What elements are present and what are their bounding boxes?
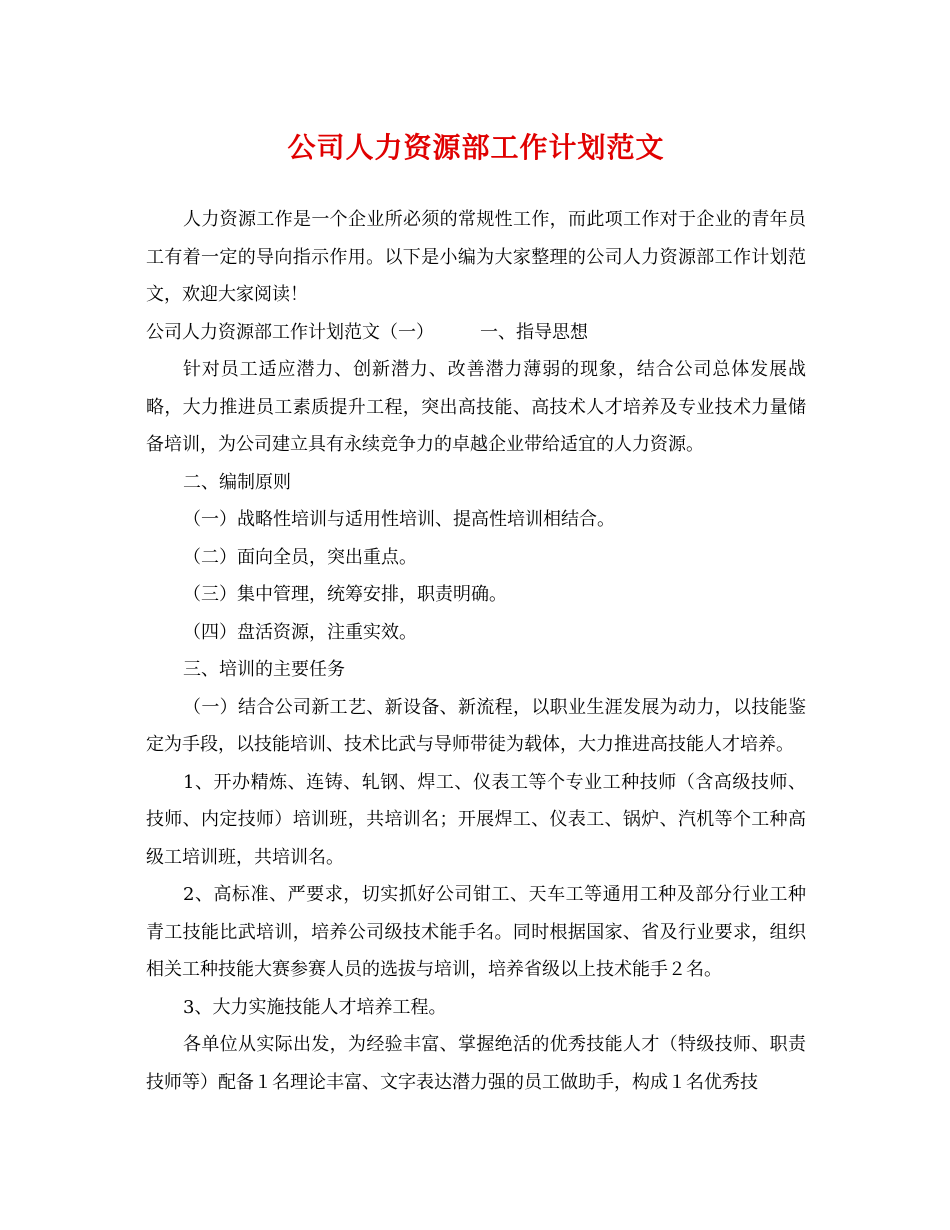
document-title: 公司人力资源部工作计划范文	[287, 131, 665, 164]
section-heading: 公司人力资源部工作计划范文（一）	[146, 321, 434, 343]
subheading-tasks: 三、培训的主要任务	[183, 659, 345, 680]
section-heading-line	[146, 314, 806, 352]
intro-paragraph: 人力资源工作是一个企业所必须的常规性工作，而此项工作对于企业的青年员工有着一定的导向指示作用。以下是小编为大家整理的公司人力资源部工作计划范文，欢迎大家阅读！	[146, 209, 806, 305]
document-body	[146, 201, 806, 1101]
task-paragraph: 各单位从实际出发，为经验丰富、掌握绝活的优秀技能人才（特级技师、职责技师等）配备１名理论丰富、文字表达潜力强的员工做助手，构成１名优秀技	[146, 1034, 806, 1093]
task-item: 2、高标准、严要求，切实抓好公司钳工、天车工等通用工种及部分行业工种青工技能比武培训，培养公司级技术能手名。同时根据国家、省及行业要求，组织相关工种技能大赛参赛人员的选拔与培训，培养省级以上技术能手２名。	[146, 884, 806, 980]
principle-item: （四）盘活资源，注重实效。	[183, 621, 417, 643]
task-paragraph: （一）结合公司新工艺、新设备、新流程，以职业生涯发展为动力，以技能鉴定为手段，以技能培训、技术比武与导师带徒为载体，大力推进高技能人才培养。	[146, 696, 806, 755]
guiding-thought-paragraph: 针对员工适应潜力、创新潜力、改善潜力薄弱的现象，结合公司总体发展战略，大力推进员工素质提升工程，突出高技能、高技术人才培养及专业技术力量储备培训，为公司建立具有永续竞争力的卓越企业带给适宜的人力资源。	[146, 359, 806, 455]
subheading-principles: 二、编制原则	[183, 471, 291, 493]
task-item: 3、大力实施技能人才培养工程。	[183, 996, 447, 1018]
task-item: 1、开办精炼、连铸、轧钢、焊工、仪表工等个专业工种技师（含高级技师、技师、内定技师）培训班，共培训名；开展焊工、仪表工、锅炉、汽机等个工种高级工培训班，共培训名。	[146, 771, 806, 868]
principle-item: （二）面向全员，突出重点。	[183, 546, 417, 568]
principle-item: （一）战略性培训与适用性培训、提高性培训相结合。	[183, 509, 615, 530]
first-subheading: 一、指导思想	[480, 321, 588, 343]
principle-item: （三）集中管理，统筹安排，职责明确。	[183, 584, 507, 605]
